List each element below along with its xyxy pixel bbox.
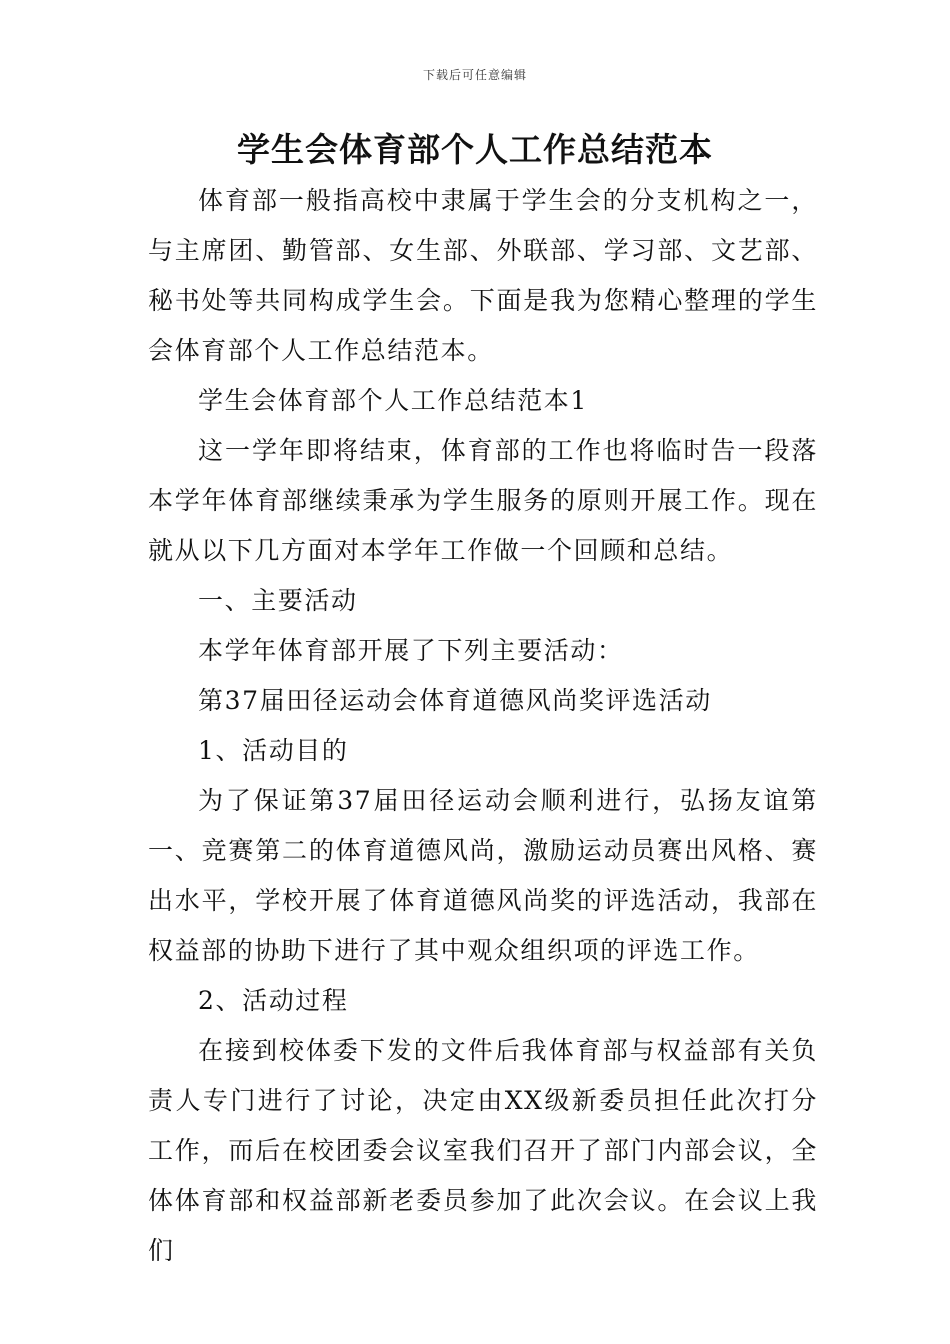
paragraph-activities-lead: 本学年体育部开展了下列主要活动： <box>198 636 624 665</box>
paragraph-activity-process: 在接到校体委下发的文件后我体育部与权益部有关负责人专门进行了讨论，决定由XX级新委员担任此次打分工作，而后在校团委会议室我们召开了部门内部会议，全体体育部和权益部新老委员参加了此次会议。在会议上我们 <box>148 1036 818 1265</box>
paragraph-intro: 体育部一般指高校中隶属于学生会的分支机构之一，与主席团、勤管部、女生部、外联部、学习部、文艺部、秘书处等共同构成学生会。下面是我为您精心整理的学生会体育部个人工作总结范本。 <box>148 186 818 365</box>
paragraph-activity-purpose: 为了保证第37届田径运动会顺利进行，弘扬友谊第一、竞赛第二的体育道德风尚，激励运动员赛出风格、赛出水平，学校开展了体育道德风尚奖的评选活动，我部在权益部的协助下进行了其中观众组织项的评选工作。 <box>148 786 818 965</box>
subheading-activity-process: 2、活动过程 <box>198 986 349 1015</box>
section-heading-main-activities: 一、主要活动 <box>198 586 358 615</box>
document-body <box>148 176 818 1276</box>
paragraph-sample-heading: 学生会体育部个人工作总结范本1 <box>198 386 588 415</box>
paragraph-opening: 这一学年即将结束，体育部的工作也将临时告一段落本学年体育部继续秉承为学生服务的原则开展工作。现在就从以下几方面对本学年工作做一个回顾和总结。 <box>148 436 818 565</box>
document-title: 学生会体育部个人工作总结范本 <box>237 130 713 169</box>
activity-title: 第37届田径运动会体育道德风尚奖评选活动 <box>198 686 712 715</box>
subheading-activity-purpose: 1、活动目的 <box>198 736 349 765</box>
header-note: 下载后可任意编辑 <box>422 68 527 82</box>
